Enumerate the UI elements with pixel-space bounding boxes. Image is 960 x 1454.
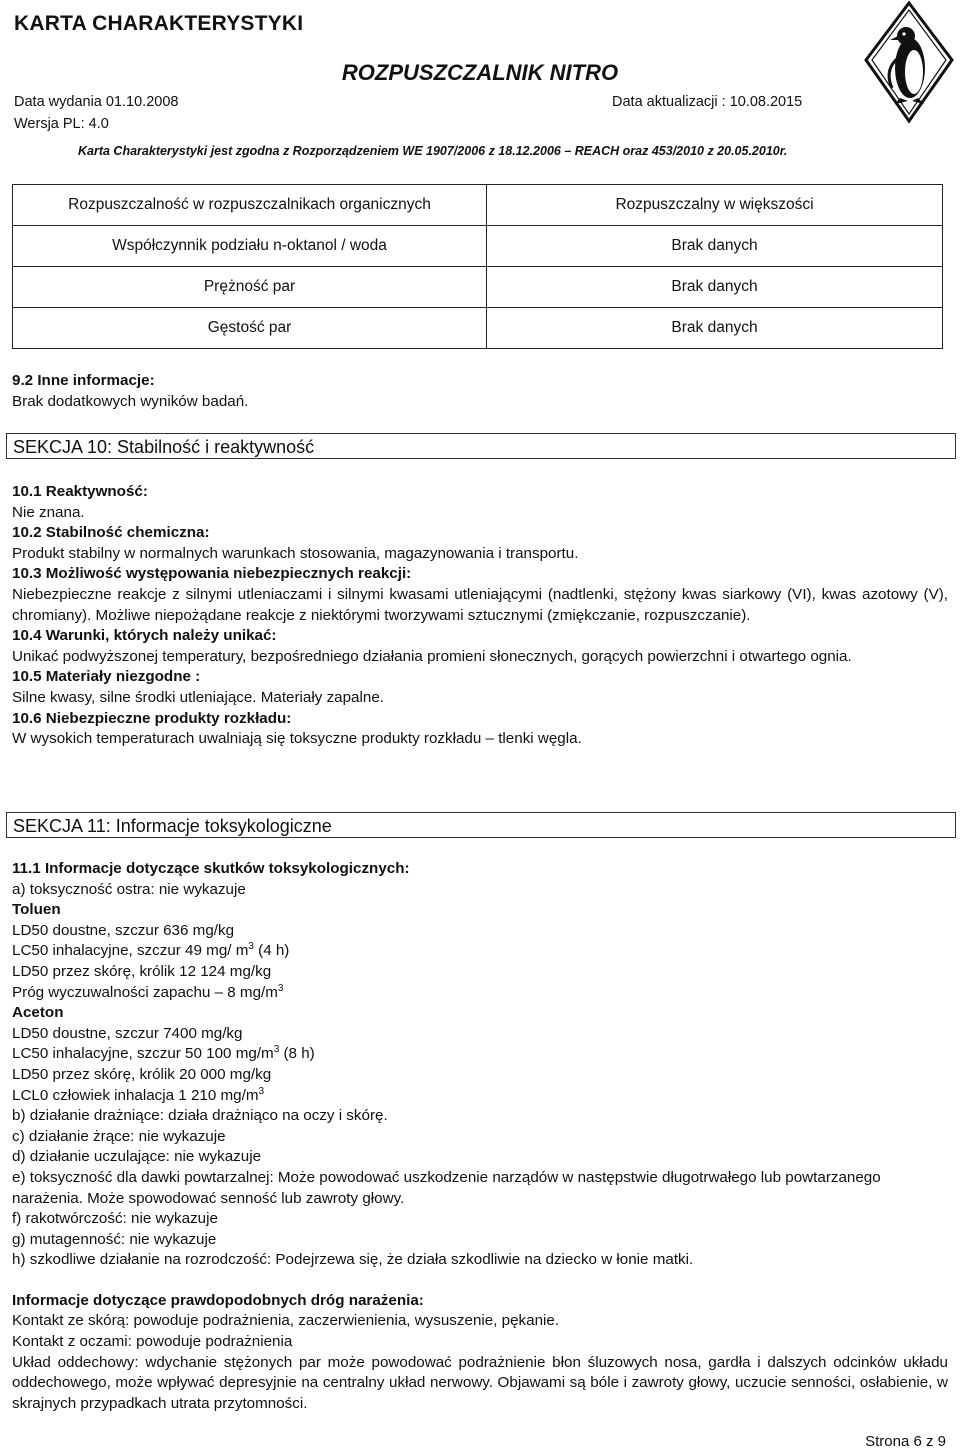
subsection-heading: 10.6 Niebezpieczne produkty rozkładu: bbox=[12, 709, 292, 727]
compliance-note: Karta Charakterystyki jest zgodna z Rozporządzeniem WE 1907/2006 z 18.12.2006 – REACH oraz 453/2010 z 20.05.2010r. bbox=[78, 144, 788, 158]
subsection-text: Unikać podwyższonej temperatury, bezpośredniego działania promieni słonecznych, gorących powierzchni i otwartego ognia. bbox=[12, 647, 852, 665]
property-value: Brak danych bbox=[487, 308, 943, 349]
subsection-text: Niebezpieczne reakcje z silnymi utleniaczami i silnymi kwasami utleniającymi (nadtlenki, stężony kwas siarkowy (VI), kwas azotowy (V), chromiany). Możliwe niepożądane reakcje z niektórymi tworzywami sztucznymi (zmiękczanie, rozpuszczanie). bbox=[12, 585, 948, 624]
section-11-body bbox=[12, 859, 948, 1414]
subsection-heading: 10.2 Stabilność chemiczna: bbox=[12, 524, 210, 542]
item-c: c) działanie żrące: nie wykazuje bbox=[12, 1127, 226, 1145]
item-g: g) mutagenność: nie wykazuje bbox=[12, 1230, 217, 1248]
route-respiratory: Układ oddechowy: wdychanie stężonych par może powodować podrażnienie błon śluzowych nosa, gardła i dalszych odcinków układu oddechowego, może wpływać depresyjnie na centralny układ nerwowy. Objawami są bóle i zawroty głowy, uczucie senności, osłabienie, w skrajnych przypadkach utrata przytomności. bbox=[12, 1353, 948, 1412]
subsection-heading: 10.4 Warunki, których należy unikać: bbox=[12, 627, 277, 645]
toxicity-value: LD50 przez skórę, królik 12 124 mg/kg bbox=[12, 962, 272, 980]
item-d: d) działanie uczulające: nie wykazuje bbox=[12, 1148, 262, 1166]
item-e: e) toksyczność dla dawki powtarzalnej: Może powodować uszkodzenie narządów w następstwie długotrwałego lub powtarzanego narażenia. Może spowodować senność lub zawroty głowy. bbox=[12, 1168, 881, 1207]
property-value: Brak danych bbox=[487, 226, 943, 267]
issue-date: Data wydania 01.10.2008 bbox=[14, 94, 179, 110]
version: Wersja PL: 4.0 bbox=[14, 116, 109, 132]
page-number: Strona 6 z 9 bbox=[865, 1433, 946, 1450]
item-f: f) rakotwórczość: nie wykazuje bbox=[12, 1210, 218, 1228]
item-b: b) działanie drażniące: działa drażniąco na oczy i skórę. bbox=[12, 1107, 388, 1125]
property-label: Rozpuszczalność w rozpuszczalnikach organicznych bbox=[13, 185, 487, 226]
table-row bbox=[13, 226, 943, 267]
subsection-text: Nie znana. bbox=[12, 503, 85, 521]
toxicity-value: LD50 doustne, szczur 636 mg/kg bbox=[12, 921, 235, 939]
subsection-heading: 9.2 Inne informacje: bbox=[12, 372, 155, 389]
document-title: KARTA CHARAKTERYSTYKI bbox=[14, 12, 304, 35]
subsection-heading: 11.1 Informacje dotyczące skutków toksykologicznych: bbox=[12, 860, 410, 877]
property-label: Gęstość par bbox=[13, 308, 487, 349]
toxicity-value: LD50 przez skórę, królik 20 000 mg/kg bbox=[12, 1065, 272, 1083]
subsection-heading: 10.3 Możliwość występowania niebezpiecznych reakcji: bbox=[12, 565, 412, 583]
table-row bbox=[13, 267, 943, 308]
routes-heading: Informacje dotyczące prawdopodobnych dróg narażenia: bbox=[12, 1291, 424, 1309]
toxicity-value: LC50 inhalacyjne, szczur 49 mg/ $m^3$ (4 h) bbox=[12, 941, 290, 960]
product-name: ROZPUSZCZALNIK NITRO bbox=[341, 60, 619, 85]
property-value: Rozpuszczalny w większości bbox=[487, 185, 943, 226]
property-label: Prężność par bbox=[13, 267, 487, 308]
item-a: a) toksyczność ostra: nie wykazuje bbox=[12, 880, 246, 898]
subsection-9-2 bbox=[12, 371, 948, 412]
table-row bbox=[13, 185, 943, 226]
update-date: Data aktualizacji : 10.08.2015 bbox=[612, 94, 803, 110]
substance-name: Aceton bbox=[12, 1004, 64, 1022]
penguin-logo-icon bbox=[862, 0, 956, 124]
subsection-text: Silne kwasy, silne środki utleniające. Materiały zapalne. bbox=[12, 688, 384, 706]
section-11-header: SEKCJA 11: Informacje toksykologiczne bbox=[6, 812, 956, 838]
toxicity-value: LC50 inhalacyjne, szczur 50 100 $mg/m^3$ (8 h) bbox=[12, 1044, 315, 1063]
route-skin: Kontakt ze skórą: powoduje podrażnienia, zaczerwienienia, wysuszenie, pękanie. bbox=[12, 1312, 560, 1330]
subsection-text: Produkt stabilny w normalnych warunkach stosowania, magazynowania i transportu. bbox=[12, 544, 579, 562]
subsection-text: Brak dodatkowych wyników badań. bbox=[12, 392, 249, 410]
subsection-heading: 10.5 Materiały niezgodne : bbox=[12, 668, 201, 686]
property-value: Brak danych bbox=[487, 267, 943, 308]
properties-table bbox=[12, 184, 943, 349]
toxicity-value: LCL0 człowiek inhalacja 1 210 $mg/m^3$ bbox=[12, 1085, 265, 1104]
table-row bbox=[13, 308, 943, 349]
subsection-heading: 10.1 Reaktywność: bbox=[12, 483, 148, 500]
section-10-header: SEKCJA 10: Stabilność i reaktywność bbox=[6, 433, 956, 459]
item-h: h) szkodliwe działanie na rozrodczość: Podejrzewa się, że działa szkodliwie na dziecko w łonie matki. bbox=[12, 1251, 694, 1269]
substance-name: Toluen bbox=[12, 901, 61, 919]
subsection-text: W wysokich temperaturach uwalniają się toksyczne produkty rozkładu – tlenki węgla. bbox=[12, 730, 582, 748]
toxicity-value: Próg wyczuwalności zapachu – 8 $mg/m^3$ bbox=[12, 982, 284, 1001]
property-label: Współczynnik podziału n-oktanol / woda bbox=[13, 226, 487, 267]
toxicity-value: LD50 doustne, szczur 7400 mg/kg bbox=[12, 1024, 243, 1042]
section-10-body bbox=[12, 482, 948, 750]
route-eyes: Kontakt z oczami: powoduje podrażnienia bbox=[12, 1333, 293, 1351]
